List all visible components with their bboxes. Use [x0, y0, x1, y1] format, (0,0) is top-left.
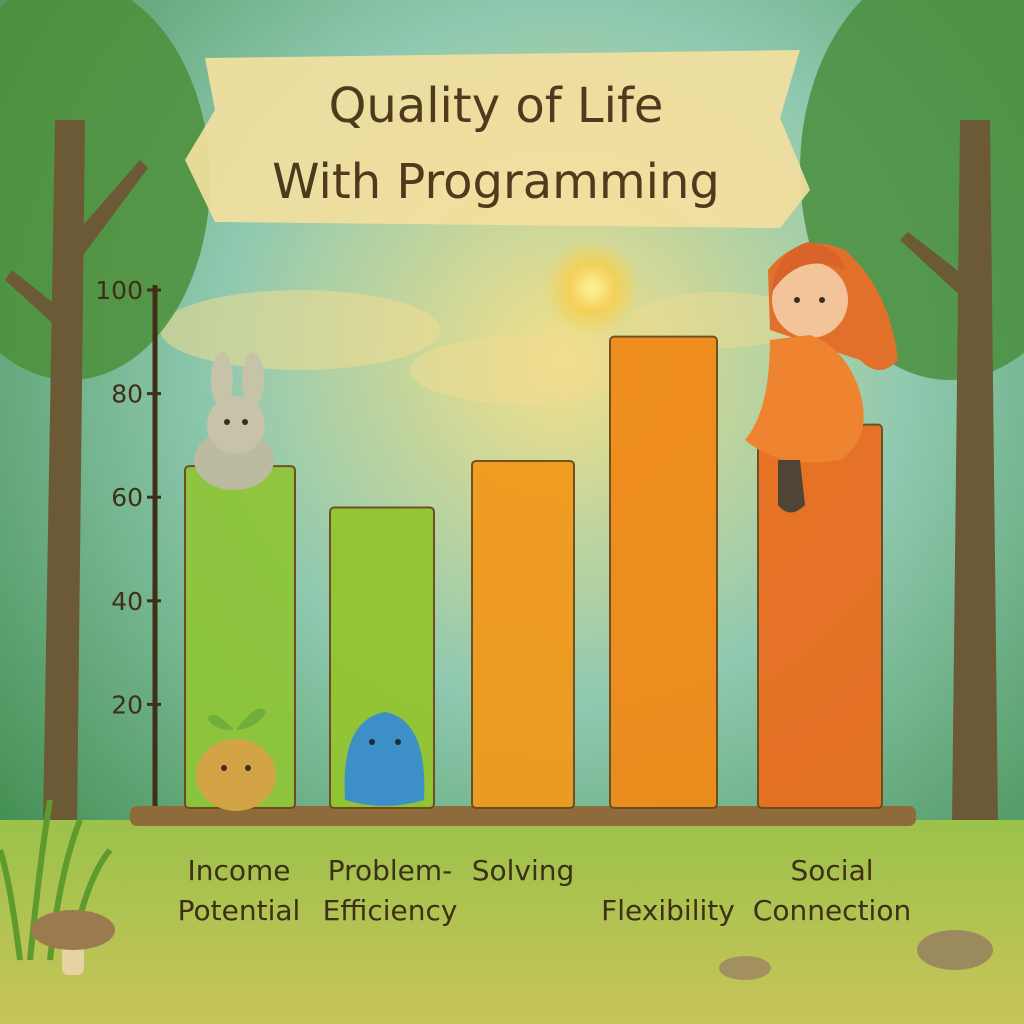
x-category-label: Efficiency	[322, 894, 458, 927]
x-category-label: Social	[790, 854, 874, 887]
y-tick-label: 80	[111, 379, 143, 409]
bar-flexibility	[610, 337, 717, 808]
chart-title-line-2: With Programming	[272, 154, 720, 210]
x-category-label: Solving	[471, 854, 575, 887]
x-category-label: Flexibility	[601, 894, 735, 927]
cloud	[410, 336, 630, 404]
rock	[917, 930, 993, 970]
rock	[719, 956, 771, 980]
x-category-label: Income	[187, 854, 291, 887]
y-tick-label: 20	[111, 690, 143, 720]
bar-social-connection	[758, 425, 882, 808]
cloud	[160, 290, 440, 370]
x-category-label: Connection	[752, 894, 912, 927]
bar-solving	[472, 461, 574, 808]
chart-title-line-1: Quality of Life	[328, 78, 664, 134]
y-tick-label: 100	[95, 276, 143, 305]
y-tick-label: 40	[111, 586, 143, 616]
x-category-label: Potential	[177, 894, 301, 927]
sun	[544, 240, 640, 336]
y-tick-label: 60	[111, 483, 143, 513]
x-category-label: Problem-	[327, 854, 453, 887]
